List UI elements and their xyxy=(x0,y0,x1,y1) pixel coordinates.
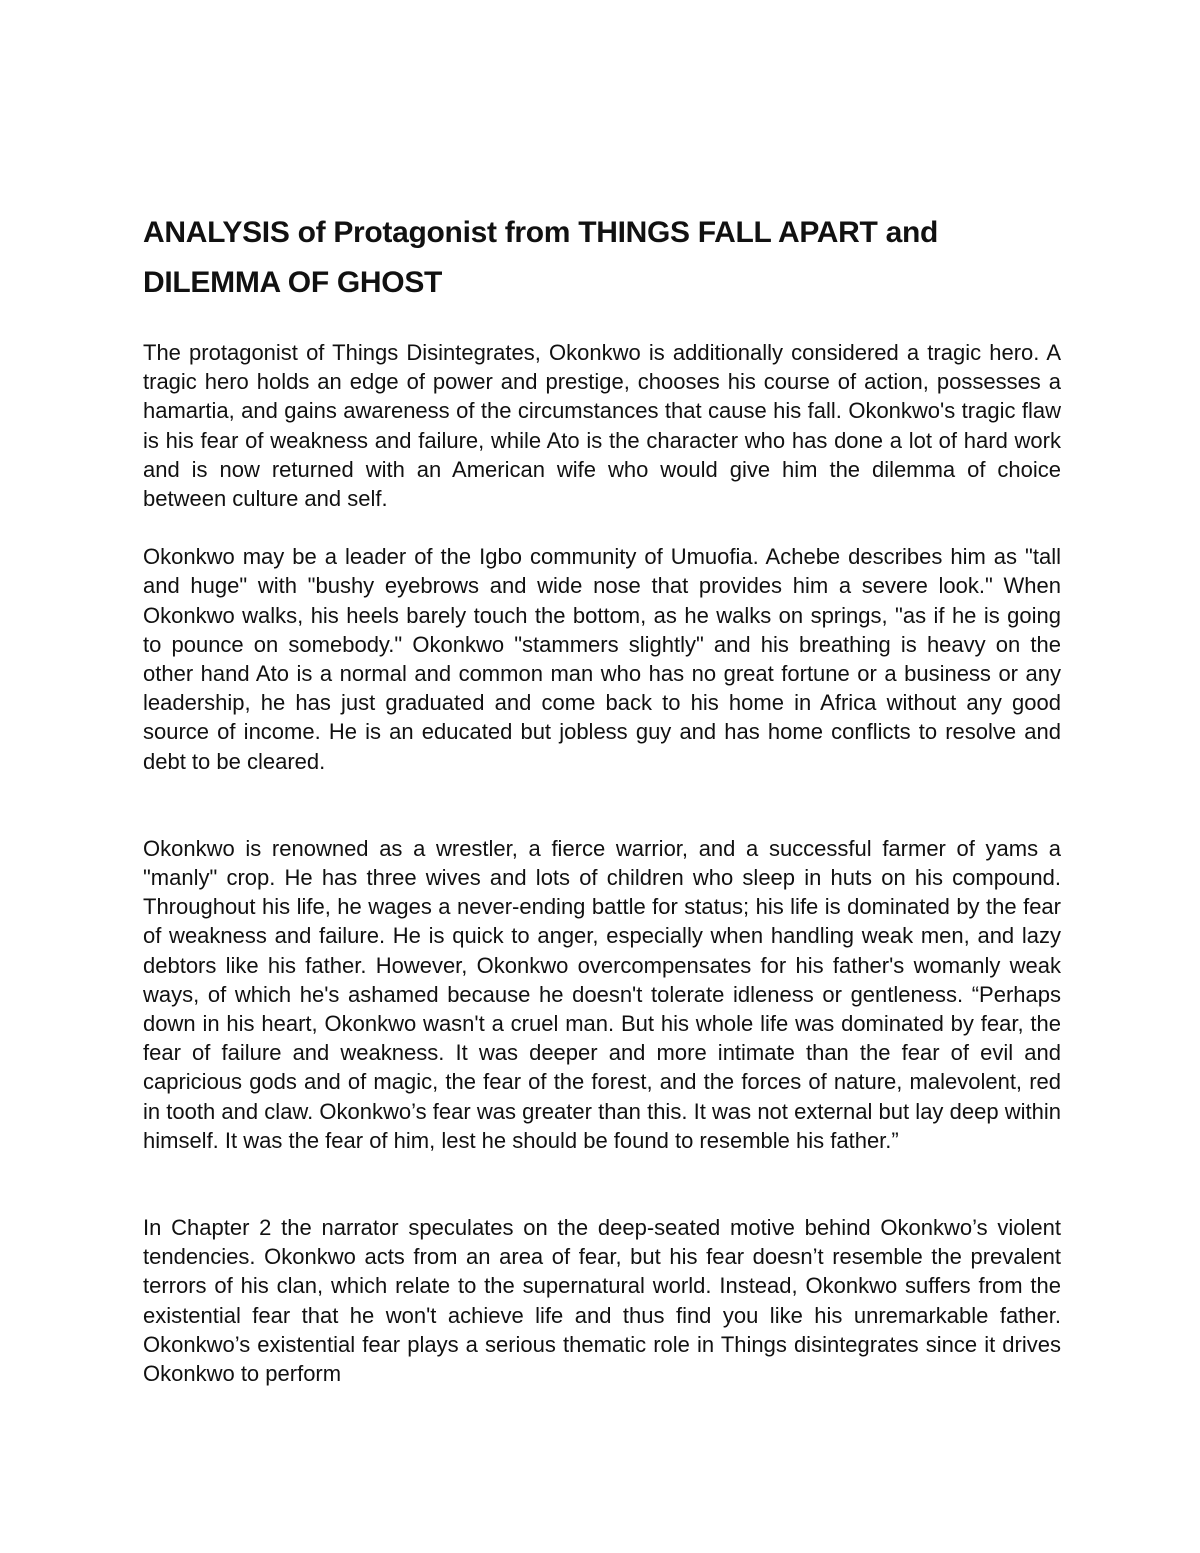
paragraph-3: Okonkwo is renowned as a wrestler, a fierce warrior, and a successful farmer of yams a "manly" crop. He has three wives and lots of children who sleep in huts on his compound. Throughout his life, he wages a never-ending battle for status; his life is dominated by the fear of weakness and failure. He is quick to anger, especially when handling weak men, and lazy debtors like his father. However, Okonkwo overcompensates for his father's womanly weak ways, of which he's ashamed because he doesn't tolerate idleness or gentleness. “Perhaps down in his heart, Okonkwo wasn't a cruel man. But his whole life was dominated by fear, the fear of failure and weakness. It was deeper and more intimate than the fear of evil and capricious gods and of magic, the fear of the forest, and the forces of nature, malevolent, red in tooth and claw. Okonkwo’s fear was greater than this. It was not external but lay deep within himself. It was the fear of him, lest he should be found to resemble his father.” xyxy=(143,835,1061,1153)
document-title: ANALYSIS of Protagonist from THINGS FALL APART and DILEMMA OF GHOST xyxy=(143,216,939,299)
paragraph-4: In Chapter 2 the narrator speculates on the deep-seated motive behind Okonkwo’s violent tendencies. Okonkwo acts from an area of fear, but his fear doesn’t resemble the prevalent terrors of his clan, which relate to the supernatural world. Instead, Okonkwo suffers from the existential fear that he won't achieve life and thus find you like his unremarkable father. Okonkwo’s existential fear plays a serious thematic role in Things disintegrates since it drives Okonkwo to perform xyxy=(143,1215,1061,1387)
paragraph-2: Okonkwo may be a leader of the Igbo community of Umuofia. Achebe describes him as "tall and huge" with "bushy eyebrows and wide nose that provides him a severe look." When Okonkwo walks, his heels barely touch the bottom, as he walks on springs, "as if he is going to pounce on somebody." Okonkwo "stammers slightly" and his breathing is heavy on the other hand Ato is a normal and common man who has no great fortune or a business or any leadership, he has just graduated and come back to his home in Africa without any good source of income. He is an educated but jobless guy and has home conflicts to resolve and debt to be cleared. xyxy=(143,544,1061,774)
paragraph-1: The protagonist of Things Disintegrates, Okonkwo is additionally considered a tragic hero. A tragic hero holds an edge of power and prestige, chooses his course of action, possesses a hamartia, and gains awareness of the circumstances that cause his fall. Okonkwo's tragic flaw is his fear of weakness and failure, while Ato is the character who has done a lot of hard work and is now returned with an American wife who would give him the dilemma of choice between culture and self. xyxy=(143,340,1061,512)
document-body xyxy=(143,208,1061,1388)
